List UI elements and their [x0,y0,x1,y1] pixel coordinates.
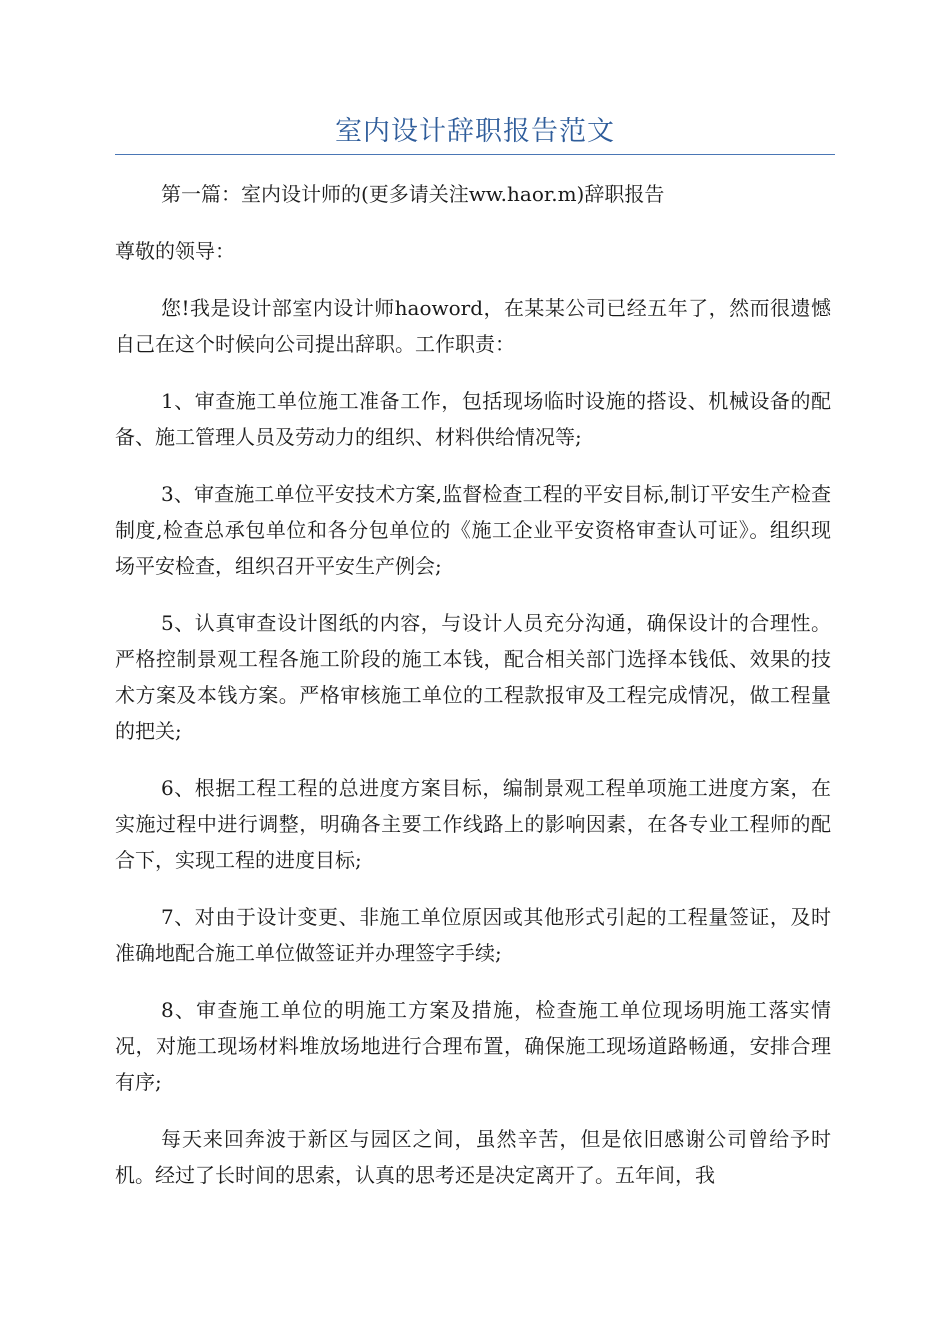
duty-item: 5、认真审查设计图纸的内容，与设计人员充分沟通，确保设计的合理性。严格控制景观工程各施工阶段的施工本钱，配合相关部门选择本钱低、效果的技术方案及本钱方案。严格审核施工单位的工程款报审及工程完成情况，做工程量的把关; [115,611,831,743]
body-paragraph: 您!我是设计部室内设计师haoword，在某某公司已经五年了，然而很遗憾自己在这个时候向公司提出辞职。工作职责： [115,296,831,356]
duty-item: 8、审查施工单位的明施工方案及措施，检查施工单位现场明施工落实情况，对施工现场材料堆放场地进行合理布置，确保施工现场道路畅通，安排合理有序; [115,998,831,1094]
body-paragraph: 每天来回奔波于新区与园区之间，虽然辛苦，但是依旧感谢公司曾给予时机。经过了长时间的思索，认真的思考还是决定离开了。五年间，我 [115,1127,831,1187]
document-body [115,176,831,1214]
duty-item: 7、对由于设计变更、非施工单位原因或其他形式引起的工程量签证，及时准确地配合施工单位做签证并办理签字手续; [115,905,831,965]
duty-item: 1、审查施工单位施工准备工作，包括现场临时设施的搭设、机械设备的配备、施工管理人员及劳动力的组织、材料供给情况等; [115,389,831,449]
title-underline [115,154,835,155]
duty-item: 3、审查施工单位平安技术方案,监督检查工程的平安目标,制订平安生产检查制度,检查总承包单位和各分包单位的《施工企业平安资格审查认可证》。组织现场平安检查，组织召开平安生产例会; [115,482,831,578]
duty-item: 6、根据工程工程的总进度方案目标，编制景观工程单项施工进度方案，在实施过程中进行调整，明确各主要工作线路上的影响因素，在各专业工程师的配合下，实现工程的进度目标; [115,776,831,872]
document-title: 室内设计辞职报告范文 [335,116,615,147]
section-heading: 第一篇：室内设计师的(更多请关注ww.haor.m)辞职报告 [161,182,665,206]
salutation: 尊敬的领导： [115,239,235,263]
